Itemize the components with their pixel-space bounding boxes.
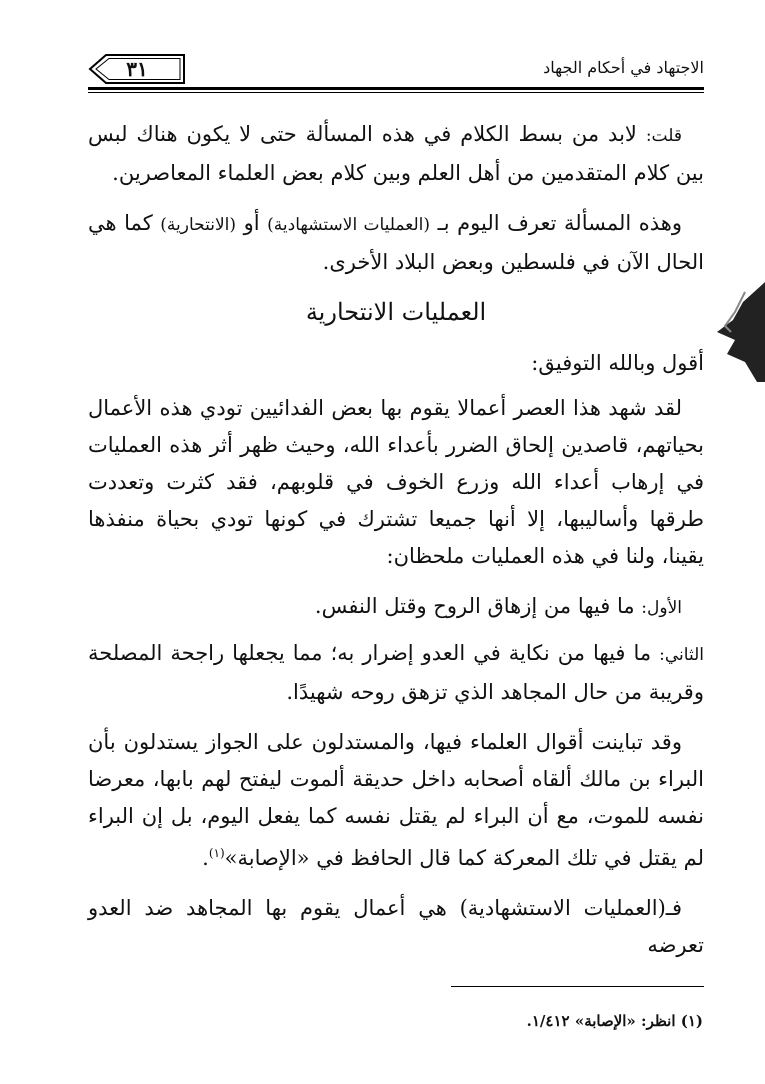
paragraph-2-before: وهذه المسألة تعرف اليوم بـ [430,211,683,235]
paragraph-8-prefix: فـ [665,896,682,920]
running-header [88,52,704,92]
paragraph-3: أقول وبالله التوفيق: [531,351,704,375]
paragraph-1 [88,116,704,192]
paragraph-6-label: الثاني: [659,645,704,665]
page-number-badge [88,52,186,86]
paragraph-6-text: ما فيها من نكاية في العدو إضرار به؛ مما يجعلها راجحة المصلحة وقريبة من حال المجاهد الذي تزهق روحه شهيدًا. [88,641,704,704]
footnote-separator [451,986,704,987]
section-heading: العمليات الانتحارية [305,298,487,326]
paragraph-7-end: . [202,846,209,870]
paragraph-6 [88,635,704,711]
paragraph-7-text: وقد تباينت أقوال العلماء فيها، والمستدلون على الجواز يستدلون بأن البراء بن مالك ألقاه أصحابه داخل حديقة ألموت ليفتح لهم بابها، معرضا نفسه للموت، مع أن البراء لم يقتل نفسه كما يفعل اليوم، بل إن البراء لم يقتل في تلك المعركة كما قال الحافظ في «الإصابة» [88,730,704,870]
paragraph-5 [88,588,704,627]
header-rule-thin [88,92,704,93]
paragraph-2-mid: أو [236,211,268,235]
paragraph-5-label: الأول: [641,598,682,618]
scan-edge-shadow-icon [705,282,765,382]
term-istishhadiya-2: (العمليات الاستشهادية) [459,896,666,920]
paragraph-7 [88,724,704,877]
paragraph-1-text: لابد من بسط الكلام في هذه المسألة حتى لا يكون هناك لبس بين كلام المتقدمين من أهل العلم وبين كلام بعض العلماء المعاصرين. [88,122,704,185]
term-istishhadiya: (العمليات الاستشهادية) [267,215,430,235]
paragraph-8 [88,890,704,964]
paragraph-4: لقد شهد هذا العصر أعمالا يقوم بها بعض الفدائيين تودي هذه الأعمال بحياتهم، قاصدين إلحاق الضرر بأعداء الله، وحيث ظهر أثر هذه العمليات في إرهاب أعداء الله وزرع الخوف في قلوبهم، فقد كثرت وتعددت طرقها وأساليبها، إلا أنها جميعا تشترك في كونها تودي بحياة منفذها يقينا، ولنا في هذه العمليات ملحظان: [88,396,704,568]
footnote-reference: (١) [208,846,225,860]
paragraph-2-after: كما هي الحال الآن في فلسطين وبعض البلاد الأخرى. [88,211,704,274]
main-text [88,116,704,977]
header-rule-thick [88,87,704,90]
term-intihariya: (الانتحارية) [160,215,237,235]
paragraph-8-text: هي أعمال يقوم بها المجاهد ضد العدو تعرضه [88,896,704,957]
book-title: الاجتهاد في أحكام الجهاد [543,58,704,77]
page-number: ٣١ [126,57,148,81]
paragraph-2 [88,205,704,281]
footnote: (١) انظر: «الإصابة» ١/٤١٢. [526,1012,703,1030]
paragraph-1-label: قلت: [645,126,682,146]
paragraph-5-text: ما فيها من إزهاق الروح وقتل النفس. [314,594,642,618]
